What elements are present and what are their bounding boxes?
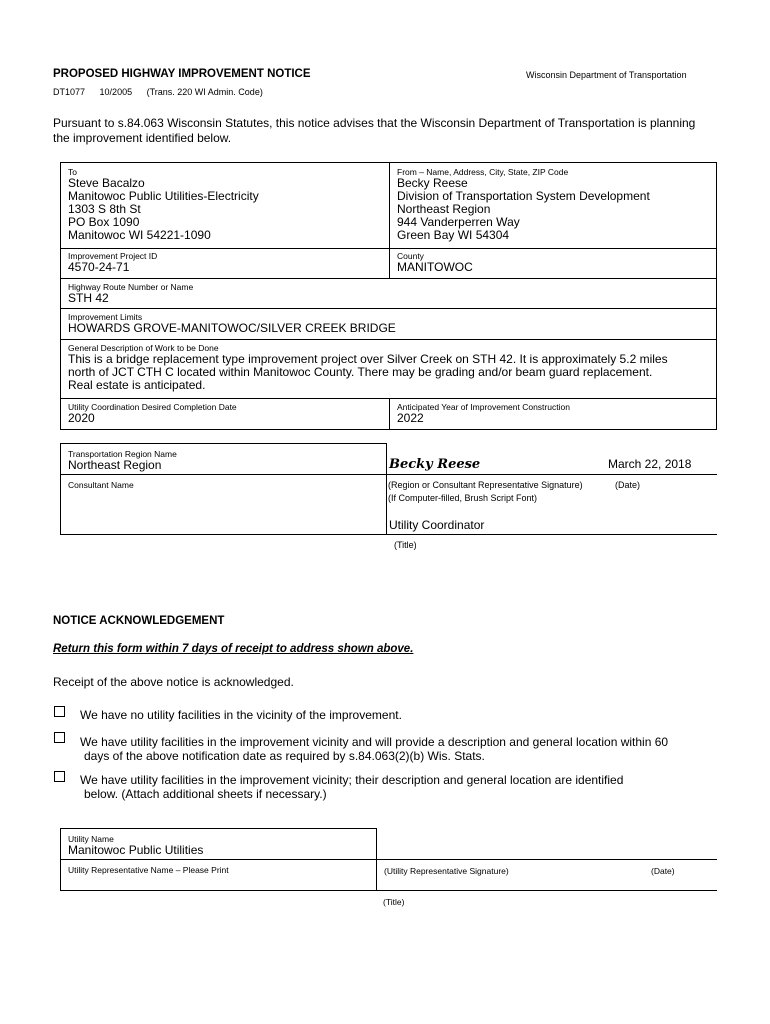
utility-date-caption: (Date) (651, 866, 675, 876)
county-label: County (397, 251, 424, 261)
title-caption: (Title) (394, 540, 417, 550)
construction-year-label: Anticipated Year of Improvement Construction (397, 402, 570, 412)
return-instruction: Return this form within 7 days of receipt to address shown above. (53, 643, 414, 655)
completion-date-value: 2020 (68, 411, 95, 425)
option-text: below. (Attach additional sheets if necessary.) (84, 787, 327, 801)
title-line (377, 890, 717, 891)
region-name-value: Northeast Region (68, 458, 162, 472)
option-text: We have utility facilities in the improvement vicinity; their description and general location are identified (80, 773, 624, 787)
from-label: From – Name, Address, City, State, ZIP Code (397, 167, 569, 177)
from-cell (389, 164, 717, 242)
form-date: 10/2005 (99, 87, 133, 97)
signature-date: March 22, 2018 (608, 457, 692, 471)
consultant-label: Consultant Name (68, 480, 134, 490)
utility-title-caption: (Title) (383, 897, 405, 907)
utility-signature-caption: (Utility Representative Signature) (384, 866, 509, 876)
to-line: PO Box 1090 (68, 215, 140, 229)
work-description-label: General Description of Work to be Done (68, 343, 219, 353)
completion-date-cell (60, 399, 389, 425)
representative-name-label: Utility Representative Name – Please Print (68, 865, 229, 875)
option-identified-below (80, 773, 710, 801)
intro-paragraph: Pursuant to s.84.063 Wisconsin Statutes, this notice advises that the Wisconsin Department of Transportation is planning the improvement identified below. (53, 116, 696, 145)
construction-year-value: 2022 (397, 411, 424, 425)
route-value: STH 42 (68, 291, 109, 305)
work-description-line: This is a bridge replacement type improvement project over Silver Creek on STH 42. It is approximately 5.2 miles (68, 352, 668, 366)
receipt-statement: Receipt of the above notice is acknowledged. (53, 675, 294, 689)
to-line: Steve Bacalzo (68, 176, 145, 190)
acknowledgement-heading: NOTICE ACKNOWLEDGEMENT (53, 615, 225, 627)
route-label: Highway Route Number or Name (68, 282, 194, 292)
limits-value: HOWARDS GROVE-MANITOWOC/SILVER CREEK BRIDGE (68, 321, 396, 335)
form-title: PROPOSED HIGHWAY IMPROVEMENT NOTICE (53, 68, 311, 80)
from-line: Division of Transportation System Development (397, 189, 650, 203)
utility-name-value: Manitowoc Public Utilities (68, 843, 204, 857)
utility-name-label: Utility Name (68, 834, 114, 844)
region-name-cell (60, 446, 387, 472)
project-id-label: Improvement Project ID (68, 251, 158, 261)
county-cell (389, 248, 717, 274)
form-reference: (Trans. 220 WI Admin. Code) (146, 87, 263, 97)
representative-name-cell[interactable] (60, 862, 377, 875)
form-number: DT1077 (53, 87, 86, 97)
project-id-cell (60, 248, 389, 274)
identified-below-checkbox[interactable] (54, 771, 65, 782)
option-text: days of the above notification date as required by s.84.063(2)(b) Wis. Stats. (84, 749, 485, 763)
to-line: Manitowoc WI 54221-1090 (68, 228, 211, 242)
work-description-line: Real estate is anticipated. (68, 378, 206, 392)
option-no-facilities (80, 708, 710, 722)
signature-caption: (Region or Consultant Representative Signature) (388, 480, 583, 490)
signature-line (387, 474, 717, 475)
limits-cell (60, 309, 717, 335)
consultant-cell (60, 477, 387, 490)
from-line: Northeast Region (397, 202, 491, 216)
no-facilities-checkbox[interactable] (54, 706, 65, 717)
form-number-line (53, 87, 275, 97)
project-id-value: 4570-24-71 (68, 260, 130, 274)
font-note: (If Computer-filled, Brush Script Font) (388, 493, 538, 503)
to-line: Manitowoc Public Utilities-Electricity (68, 189, 259, 203)
county-value: MANITOWOC (397, 260, 473, 274)
route-cell (60, 279, 717, 305)
representative-title: Utility Coordinator (389, 518, 485, 532)
title-line (387, 534, 717, 535)
date-caption: (Date) (615, 480, 641, 490)
signature: Becky Reese (389, 457, 481, 472)
option-text: We have no utility facilities in the vicinity of the improvement. (80, 708, 402, 722)
limits-label: Improvement Limits (68, 312, 143, 322)
construction-year-cell (389, 399, 717, 425)
from-line: Green Bay WI 54304 (397, 228, 510, 242)
to-label: To (68, 167, 77, 177)
from-line: Becky Reese (397, 176, 468, 190)
from-line: 944 Vanderperren Way (397, 215, 520, 229)
option-will-provide (80, 735, 710, 763)
divider (60, 474, 387, 475)
to-line: 1303 S 8th St (68, 202, 141, 216)
region-name-label: Transportation Region Name (68, 449, 177, 459)
signature-line (60, 859, 717, 860)
option-text: We have utility facilities in the improvement vicinity and will provide a description and general location within 60 (80, 735, 669, 749)
agency-name: Wisconsin Department of Transportation (526, 70, 687, 80)
utility-name-cell[interactable] (60, 831, 377, 857)
to-cell (60, 164, 389, 242)
work-description-line: north of JCT CTH C located within Manitowoc County. There may be grading and/or beam guard replacement. (68, 365, 653, 379)
will-provide-checkbox[interactable] (54, 732, 65, 743)
work-description-cell (60, 340, 717, 392)
completion-date-label: Utility Coordination Desired Completion Date (68, 402, 237, 412)
